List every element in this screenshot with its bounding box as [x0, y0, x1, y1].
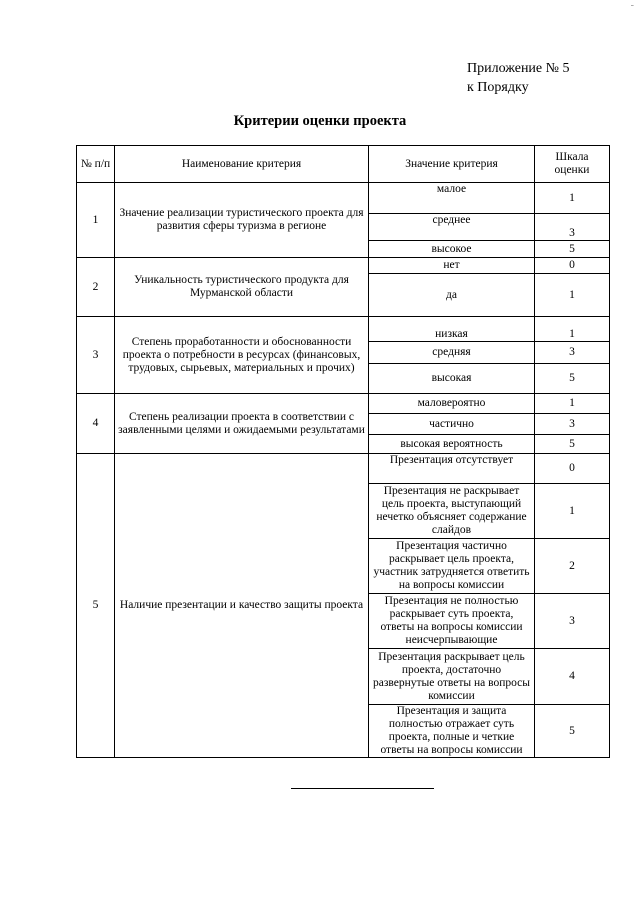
- header-name: Наименование критерия: [115, 146, 369, 183]
- criterion-value: среднее: [369, 214, 535, 241]
- criterion-value: Презентация не раскрывает цель проекта, выступающий нечетко объясняет содержание слайдов: [369, 484, 535, 539]
- criterion-name: Значение реализации туристического проекта для развития сферы туризма в регионе: [115, 183, 369, 258]
- criterion-value: малое: [369, 183, 535, 214]
- criterion-value: Презентация и защита полностью отражает суть проекта, полные и четкие ответы на вопросы комиссии: [369, 705, 535, 758]
- criterion-name: Наличие презентации и качество защиты проекта: [115, 454, 369, 758]
- scan-corner-mark: -: [630, 0, 634, 11]
- criterion-value: частично: [369, 414, 535, 435]
- table-row: [77, 394, 610, 414]
- criterion-score: 1: [535, 484, 610, 539]
- criterion-value: низкая: [369, 317, 535, 342]
- criterion-value: средняя: [369, 342, 535, 364]
- criterion-number: 4: [77, 394, 115, 454]
- criterion-score: 3: [535, 414, 610, 435]
- criterion-name: Степень проработанности и обоснованности проекта о потребности в ресурсах (финансовых, трудовых, сырьевых, материальных и прочих): [115, 317, 369, 394]
- criterion-value: да: [369, 274, 535, 317]
- appendix-reference: [467, 59, 570, 97]
- criterion-score: 4: [535, 649, 610, 705]
- criterion-score: 3: [535, 214, 610, 241]
- criterion-score: 2: [535, 539, 610, 594]
- document-title: Критерии оценки проекта: [233, 113, 407, 129]
- criterion-value: Презентация частично раскрывает цель проекта, участник затрудняется ответить на вопросы комиссии: [369, 539, 535, 594]
- criterion-number: 2: [77, 258, 115, 317]
- criterion-name: Степень реализации проекта в соответствии с заявленными целями и ожидаемыми результатами: [115, 394, 369, 454]
- criterion-value: Презентация отсутствует: [369, 454, 535, 484]
- criterion-score: 3: [535, 342, 610, 364]
- criterion-score: 5: [535, 705, 610, 758]
- criterion-score: 1: [535, 394, 610, 414]
- criterion-name: Уникальность туристического продукта для Мурманской области: [115, 258, 369, 317]
- header-scale: Шкала оценки: [535, 146, 610, 183]
- criterion-score: 5: [535, 364, 610, 394]
- header-value: Значение критерия: [369, 146, 535, 183]
- criterion-score: 0: [535, 454, 610, 484]
- criterion-score: 0: [535, 258, 610, 274]
- criterion-score: 1: [535, 317, 610, 342]
- criterion-value: Презентация раскрывает цель проекта, достаточно развернутые ответы на вопросы комиссии: [369, 649, 535, 705]
- criterion-score: 3: [535, 594, 610, 649]
- table-row: [77, 317, 610, 342]
- criteria-table: [76, 145, 610, 758]
- criterion-score: 5: [535, 435, 610, 454]
- criterion-score: 5: [535, 241, 610, 258]
- criterion-value: высокое: [369, 241, 535, 258]
- table-row: [77, 454, 610, 484]
- criterion-number: 1: [77, 183, 115, 258]
- table-header-row: [77, 146, 610, 183]
- criterion-value: нет: [369, 258, 535, 274]
- appendix-number: Приложение № 5: [467, 61, 570, 76]
- criterion-value: маловероятно: [369, 394, 535, 414]
- header-num: № п/п: [77, 146, 115, 183]
- end-of-document-line: [291, 788, 434, 789]
- appendix-procedure: к Порядку: [467, 80, 529, 95]
- criterion-number: 5: [77, 454, 115, 758]
- criterion-score: 1: [535, 274, 610, 317]
- criterion-number: 3: [77, 317, 115, 394]
- criterion-value: высокая: [369, 364, 535, 394]
- criterion-score: 1: [535, 183, 610, 214]
- criterion-value: Презентация не полностью раскрывает суть проекта, ответы на вопросы комиссии неисчерпывающие: [369, 594, 535, 649]
- criterion-value: высокая вероятность: [369, 435, 535, 454]
- table-row: [77, 183, 610, 214]
- table-row: [77, 258, 610, 274]
